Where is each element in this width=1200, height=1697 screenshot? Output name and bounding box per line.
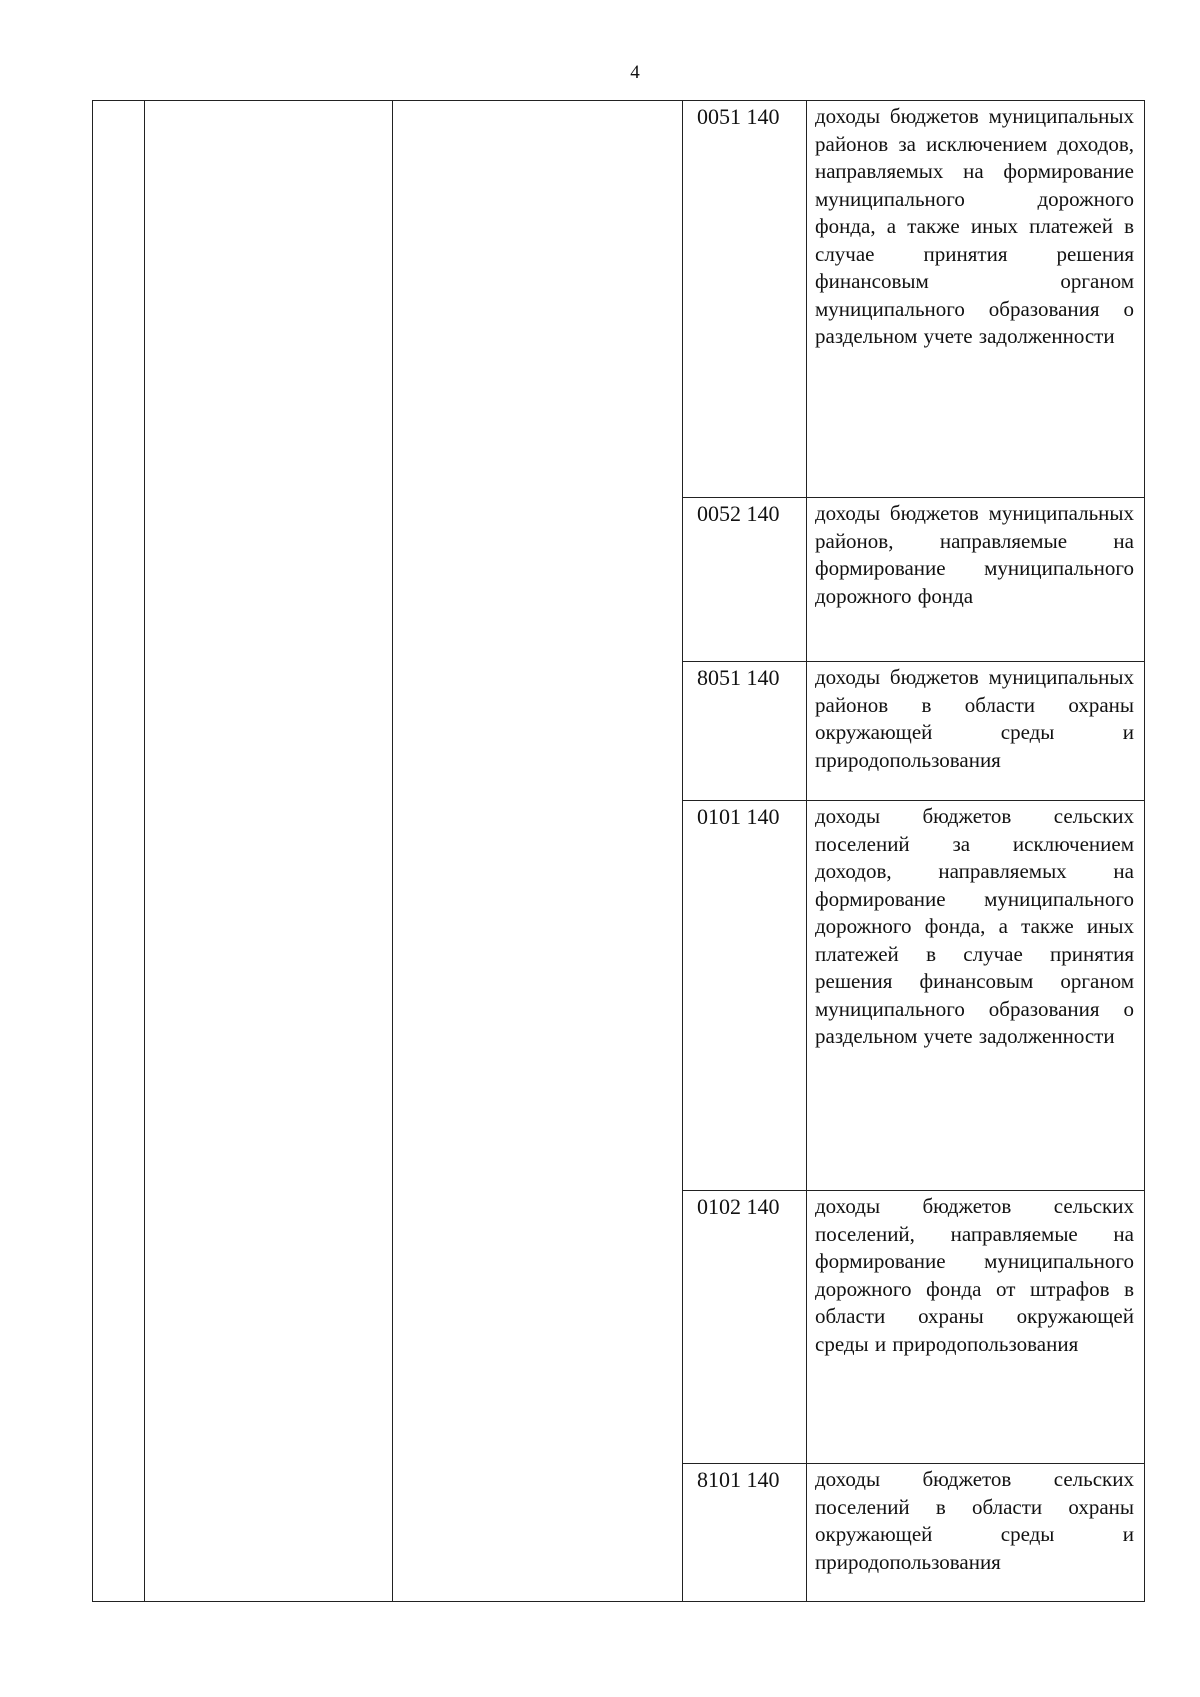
empty-column-1 [93, 101, 145, 1602]
income-description: доходы бюджетов сельских поселений, направляемые на формирование муниципального дорожного фонда от штрафов в области охраны окружающей среды и природопользования [807, 1191, 1145, 1464]
empty-column-3 [393, 101, 683, 1602]
income-code: 0051 140 [683, 101, 807, 498]
income-description: доходы бюджетов муниципальных районов, направляемые на формирование муниципального дорожного фонда [807, 498, 1145, 662]
table-row [93, 101, 1145, 498]
page-number: 4 [630, 62, 640, 83]
income-code: 8101 140 [683, 1464, 807, 1602]
empty-column-2 [145, 101, 393, 1602]
income-description: доходы бюджетов сельских поселений в области охраны окружающей среды и природопользования [807, 1464, 1145, 1602]
income-codes-table [92, 100, 1145, 1602]
income-code: 0101 140 [683, 801, 807, 1191]
income-description: доходы бюджетов сельских поселений за исключением доходов, направляемых на формирование муниципального дорожного фонда, а также иных платежей в случае принятия решения финансовым органом муниципального образования о раздельном учете задолженности [807, 801, 1145, 1191]
income-description: доходы бюджетов муниципальных районов в области охраны окружающей среды и природопользования [807, 662, 1145, 801]
income-description: доходы бюджетов муниципальных районов за исключением доходов, направляемых на формирование муниципального дорожного фонда, а также иных платежей в случае принятия решения финансовым органом муниципального образования о раздельном учете задолженности [807, 101, 1145, 498]
income-code: 0052 140 [683, 498, 807, 662]
income-code: 0102 140 [683, 1191, 807, 1464]
income-code: 8051 140 [683, 662, 807, 801]
